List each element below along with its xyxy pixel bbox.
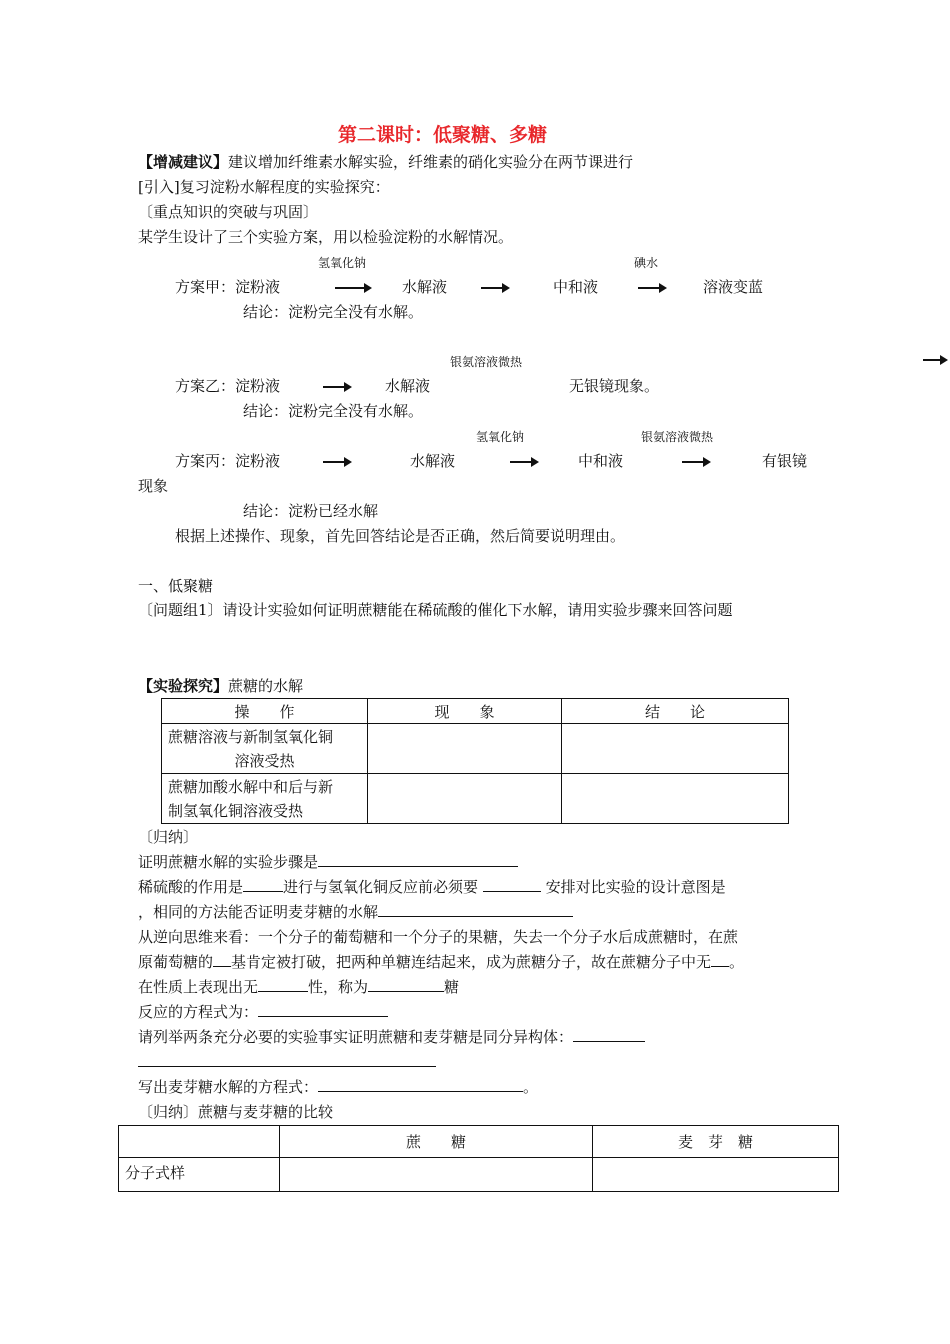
experiment-title: 蔗糖的水解	[228, 677, 304, 695]
property-line	[138, 977, 459, 997]
plan-c-arrow-3	[682, 461, 704, 463]
table-header-conclusion: 结 论	[562, 699, 789, 724]
table-cell-conclusion[interactable]	[562, 724, 789, 774]
table-header-operation: 操 作	[162, 699, 368, 724]
comparison-table	[118, 1125, 839, 1192]
plan-c-conclusion: 结论：淀粉已经水解	[243, 502, 379, 520]
table-header-phenomenon: 现 象	[368, 699, 562, 724]
plan-c-step2: 中和液	[578, 452, 624, 470]
table-cell-operation	[162, 724, 368, 774]
plan-b-step2: 无银镜现象。	[569, 377, 660, 395]
maltose-eq-prompt: 写出麦芽糖水解的方程式：	[138, 1078, 319, 1096]
comparison-header-maltose: 麦 芽 糖	[593, 1126, 839, 1158]
reverse-line-1: 从逆向思维来看：一个分子的葡萄糖和一个分子的果糖，失去一个分子水后成蔗糖时，在蔗	[138, 928, 739, 946]
comparison-header-sucrose: 蔗 糖	[280, 1126, 593, 1158]
isomer-line	[138, 1027, 645, 1047]
reverse-b: 基肯定被打破，把两种单糖连结起来，成为蔗糖分子，故在蔗糖分子中无	[231, 953, 712, 971]
table-row	[119, 1158, 839, 1192]
intro-line: [引入]复习淀粉水解程度的实验探究：	[138, 178, 390, 196]
experiment-heading	[138, 676, 303, 696]
plan-c-reagent1: 氢氧化钠	[476, 430, 525, 444]
plan-b-label: 方案乙：淀粉液	[175, 377, 281, 395]
table-row	[162, 724, 789, 774]
plan-a-arrow-3	[638, 287, 660, 289]
comparison-header-blank	[119, 1126, 280, 1158]
plan-c-step1: 水解液	[410, 452, 456, 470]
table-cell-phenomenon[interactable]	[368, 724, 562, 774]
suggestion-line	[138, 152, 633, 172]
acid-role-line	[138, 877, 726, 897]
steps-prompt: 证明蔗糖水解的实验步骤是	[138, 853, 319, 871]
experiment-label: 【实验探究】	[138, 677, 229, 695]
acid-role-blank-2[interactable]	[483, 877, 541, 892]
plan-b-arrow-1	[323, 386, 345, 388]
op2-line2: 制氢氧化铜溶液受热	[168, 801, 304, 820]
isomer-prompt: 请列举两条充分必要的实验事实证明蔗糖和麦芽糖是同分异构体：	[138, 1028, 574, 1046]
property-a: 在性质上表现出无	[138, 978, 259, 996]
section-heading: 一、低聚糖	[138, 577, 214, 595]
plan-a-step3: 溶液变蓝	[703, 278, 764, 296]
plan-c-reagent2: 银氨溶液微热	[641, 430, 714, 444]
table-cell-operation	[162, 774, 368, 824]
acid-role-a: 稀硫酸的作用是	[138, 878, 244, 896]
summary-2: 〔归纳〕蔗糖与麦芽糖的比较	[138, 1103, 334, 1121]
maltose-eq-end: 。	[523, 1078, 539, 1096]
property-c: 糖	[444, 978, 460, 996]
plan-c-step3: 有银镜	[762, 452, 808, 470]
property-b: 性，称为	[308, 978, 369, 996]
plan-a-arrow-1	[335, 287, 365, 289]
equation-blank[interactable]	[258, 1002, 388, 1017]
plan-b-reagent1: 银氨溶液微热	[450, 355, 523, 369]
plan-b-conclusion: 结论：淀粉完全没有水解。	[243, 402, 424, 420]
plan-c-arrow-2	[510, 461, 532, 463]
op1-line1: 蔗糖溶液与新制氢氧化铜	[168, 727, 334, 746]
table-cell-conclusion[interactable]	[562, 774, 789, 824]
reverse-a: 原葡萄糖的	[138, 953, 214, 971]
plan-c-step3-cont: 现象	[138, 477, 169, 495]
table-cell-phenomenon[interactable]	[368, 774, 562, 824]
summary-1: 〔归纳〕	[138, 828, 199, 846]
plan-a-step1: 水解液	[402, 278, 448, 296]
question-group-1: 〔问题组1〕请设计实验如何证明蔗糖能在稀硫酸的催化下水解，请用实验步骤来回答问题	[138, 601, 733, 619]
suggestion-text: 建议增加纤维素水解实验，纤维素的硝化实验分在两节课进行	[228, 153, 634, 171]
student-design-line: 某学生设计了三个实验方案，用以检验淀粉的水解情况。	[138, 228, 514, 246]
property-blank-2[interactable]	[368, 977, 444, 992]
steps-line	[138, 852, 518, 872]
plan-b-step1: 水解液	[385, 377, 431, 395]
maltose-eq-blank[interactable]	[318, 1077, 523, 1092]
table-row	[162, 774, 789, 824]
question-line: 根据上述操作、现象，首先回答结论是否正确，然后简要说明理由。	[175, 527, 626, 545]
steps-blank[interactable]	[318, 852, 518, 867]
isomer-blank-2[interactable]	[138, 1052, 436, 1067]
maltose-line	[138, 902, 573, 922]
maltose-blank[interactable]	[378, 902, 573, 917]
plan-a-reagent1: 氢氧化钠	[318, 256, 367, 270]
key-points-line: 〔重点知识的突破与巩固〕	[138, 203, 319, 221]
equation-prompt: 反应的方程式为：	[138, 1003, 259, 1021]
page-title: 第二课时：低聚糖、多糖	[338, 124, 548, 146]
reverse-blank-1[interactable]	[213, 952, 231, 967]
equation-line	[138, 1002, 388, 1022]
experiment-table	[161, 698, 789, 824]
op1-line2: 溶液受热	[234, 751, 295, 770]
reverse-line-2	[138, 952, 744, 972]
maltose-eq-line	[138, 1077, 538, 1097]
acid-role-blank-1[interactable]	[243, 877, 283, 892]
op2-line1: 蔗糖加酸水解中和后与新	[168, 777, 334, 796]
isomer-line-2	[138, 1052, 436, 1072]
plan-a-conclusion: 结论：淀粉完全没有水解。	[243, 303, 424, 321]
property-blank-1[interactable]	[258, 977, 308, 992]
reverse-c: 。	[729, 953, 745, 971]
comparison-row-label: 分子式样	[119, 1158, 280, 1192]
plan-a-step2: 中和液	[553, 278, 599, 296]
acid-role-b: 进行与氢氧化铜反应前必须要	[283, 878, 479, 896]
plan-a-arrow-2	[481, 287, 503, 289]
acid-role-c: 安排对比实验的设计意图是	[545, 878, 726, 896]
suggestion-label: 【增减建议】	[138, 153, 229, 171]
reverse-blank-2[interactable]	[711, 952, 729, 967]
comparison-cell-maltose[interactable]	[593, 1158, 839, 1192]
plan-c-arrow-1	[323, 461, 345, 463]
edge-arrow	[923, 359, 941, 361]
plan-c-label: 方案丙：淀粉液	[175, 452, 281, 470]
maltose-prompt: ，相同的方法能否证明麦芽糖的水解	[138, 903, 379, 921]
comparison-cell-sucrose[interactable]	[280, 1158, 593, 1192]
plan-a-reagent2: 碘水	[634, 256, 659, 270]
isomer-blank-1[interactable]	[573, 1027, 645, 1042]
plan-a-label: 方案甲：淀粉液	[175, 278, 281, 296]
